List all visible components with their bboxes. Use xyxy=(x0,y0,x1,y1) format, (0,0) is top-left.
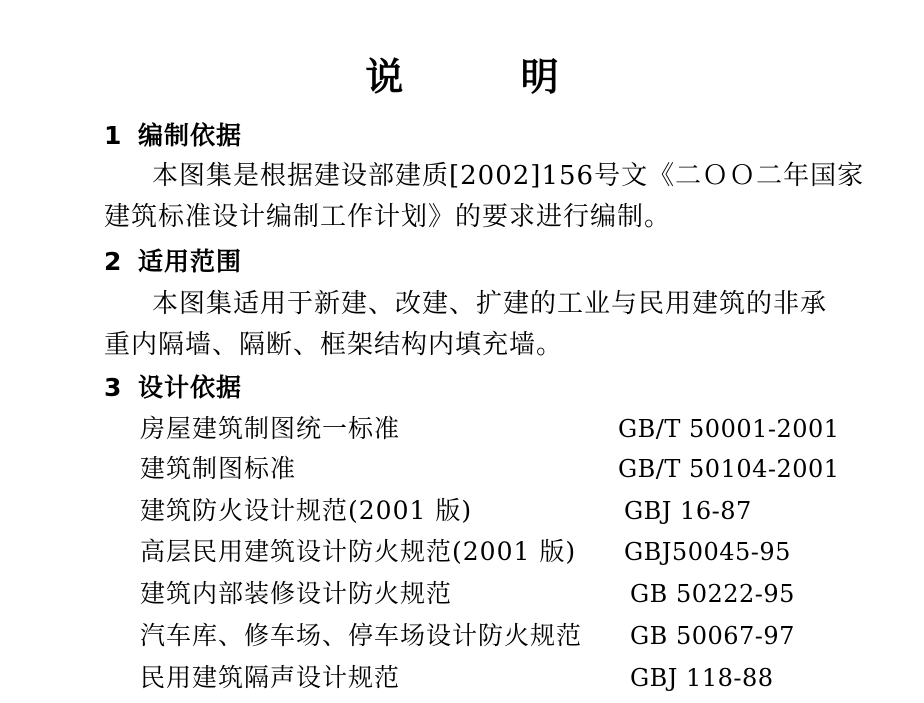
paragraph-line: 本图集适用于新建、改建、扩建的工业与民用建筑的非承 xyxy=(152,289,828,319)
reference-code: GB 50067-97 xyxy=(630,622,795,650)
reference-name: 建筑防火设计规范(2001 版) xyxy=(140,496,473,525)
reference-name: 民用建筑隔声设计规范 xyxy=(140,663,401,692)
section-heading-2 xyxy=(104,246,242,278)
reference-name: 汽车库、修车场、停车场设计防火规范 xyxy=(140,621,583,650)
section-title: 设计依据 xyxy=(138,373,243,402)
section-number: 3 xyxy=(104,373,123,402)
paragraph-line: 本图集是根据建设部建质[2002]156号文《二ＯＯ二年国家 xyxy=(152,161,865,191)
page-title: 说 明 xyxy=(365,54,611,99)
paragraph-line: 建筑标准设计编制工作计划》的要求进行编制。 xyxy=(104,202,672,232)
section-title: 编制依据 xyxy=(138,121,243,150)
paragraph-line: 重内隔墙、隔断、框架结构内填充墙。 xyxy=(104,330,564,360)
section-heading-3 xyxy=(104,372,242,404)
reference-code: GBJ50045-95 xyxy=(624,538,791,566)
reference-name: 房屋建筑制图统一标准 xyxy=(140,414,401,443)
section-heading-1 xyxy=(104,120,242,152)
reference-name: 建筑制图标准 xyxy=(140,454,297,483)
reference-code: GBJ 16-87 xyxy=(624,497,752,525)
section-title: 适用范围 xyxy=(138,247,243,276)
reference-name: 高层民用建筑设计防火规范(2001 版) xyxy=(140,537,577,566)
section-number: 2 xyxy=(104,247,123,276)
reference-code: GBJ 118-88 xyxy=(630,664,774,692)
reference-name: 建筑内部装修设计防火规范 xyxy=(140,579,453,608)
reference-code: GB/T 50001-2001 xyxy=(618,415,840,443)
reference-code: GB/T 50104-2001 xyxy=(618,455,840,483)
section-number: 1 xyxy=(104,121,123,150)
reference-code: GB 50222-95 xyxy=(630,580,795,608)
